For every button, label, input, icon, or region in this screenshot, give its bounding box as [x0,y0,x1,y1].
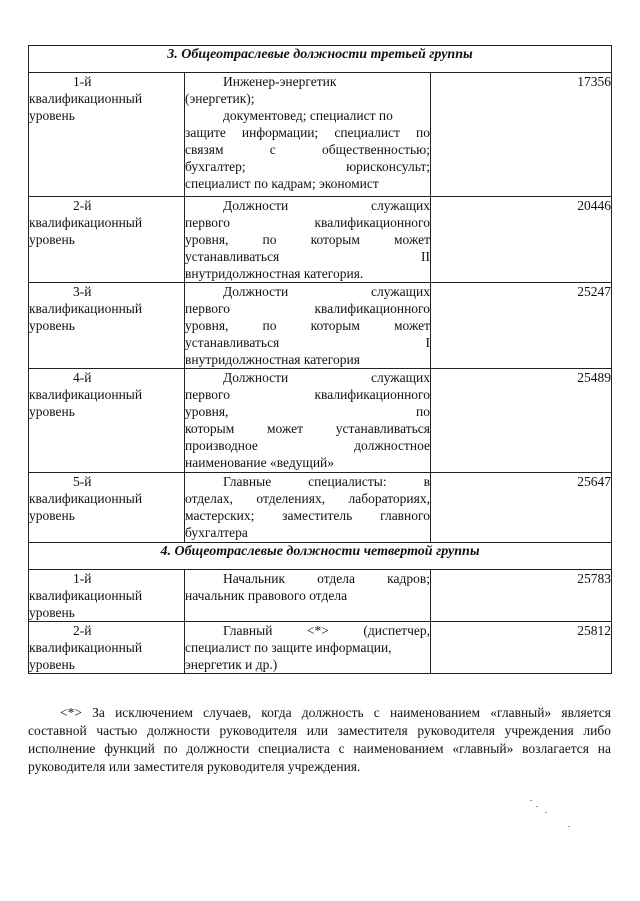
table-row [29,570,612,622]
level-word: квалификационный [29,387,143,402]
position-line: первого квалификационного [185,215,430,230]
position-line: устанавливаться I [185,335,430,350]
level-number: 2-й [73,198,92,213]
scan-speck [568,826,570,827]
level-word: уровень [29,232,75,247]
qualification-level [29,622,185,674]
table-row [29,622,612,674]
level-number: 1-й [73,74,92,89]
footnote: <*> За исключением случаев, когда должность с наименованием «главный» является составной частью должности руководителя или заместителя руководителя учреждения либо исполнение функций по должности специалиста с наименованием «главный» возлагается на руководителя или заместителя руководителя учреждения. [28,704,611,774]
scan-speck [536,806,538,807]
position-line: Главный <*> (диспетчер, [223,623,430,638]
salary-value: 20446 [431,197,612,283]
position-line: Должности служащих [223,284,430,299]
position-line: которым может устанавливаться [185,421,430,436]
section-header-row [29,46,612,73]
level-word: квалификационный [29,215,143,230]
table-row [29,73,612,197]
level-word: квалификационный [29,640,143,655]
positions-cell [185,197,431,283]
section-header-row [29,543,612,570]
salary-value: 17356 [431,73,612,197]
position-line: внутридолжностная категория [185,352,360,367]
salary-value: 25247 [431,283,612,369]
position-line: уровня, по которым может [185,232,430,247]
position-line: защите информации; специалист по [185,125,430,140]
position-line: энергетик и др.) [185,657,278,672]
level-word: квалификационный [29,491,143,506]
salary-value: 25489 [431,369,612,473]
position-line: Главные специалисты: в [223,474,430,489]
table-row [29,197,612,283]
positions-cell [185,369,431,473]
qualification-level [29,570,185,622]
qualification-level [29,73,185,197]
position-line: первого квалификационного [185,387,430,402]
level-number: 5-й [73,474,92,489]
salary-table [28,45,612,674]
qualification-level [29,473,185,543]
position-line: начальник правового отдела [185,588,348,603]
position-line: Инженер-энергетик [223,74,337,89]
level-number: 4-й [73,370,92,385]
position-line: уровня, по которым может [185,318,430,333]
qualification-level [29,369,185,473]
position-line: наименование «ведущий» [185,455,335,470]
level-word: квалификационный [29,301,143,316]
level-word: уровень [29,657,75,672]
scan-speck [545,812,547,813]
position-line: отделах, отделениях, лабораториях, [185,491,430,506]
salary-value: 25783 [431,570,612,622]
position-line: внутридолжностная категория. [185,266,364,281]
position-line: специалист по защите информации, [185,640,392,655]
positions-cell [185,283,431,369]
section-3-title: 3. Общеотраслевые должности третьей группы [29,46,612,73]
positions-cell [185,473,431,543]
position-line: связям с общественностью; [185,142,430,157]
position-line: первого квалификационного [185,301,430,316]
table-row [29,369,612,473]
position-line: документовед; специалист по [223,108,393,123]
level-word: уровень [29,605,75,620]
level-number: 1-й [73,571,92,586]
position-line: Должности служащих [223,198,430,213]
position-line: (энергетик); [185,91,255,106]
position-line: специалист по кадрам; экономист [185,176,379,191]
positions-cell [185,622,431,674]
level-word: уровень [29,404,75,419]
position-line: бухгалтера [185,525,248,540]
level-number: 3-й [73,284,92,299]
level-word: квалификационный [29,588,143,603]
level-word: квалификационный [29,91,143,106]
salary-value: 25812 [431,622,612,674]
qualification-level [29,197,185,283]
positions-cell [185,73,431,197]
table-row [29,473,612,543]
position-line: устанавливаться II [185,249,430,264]
position-line: производное должностное [185,438,430,453]
level-word: уровень [29,108,75,123]
section-4-title: 4. Общеотраслевые должности четвертой группы [29,543,612,570]
salary-value: 25647 [431,473,612,543]
position-line: мастерских; заместитель главного [185,508,430,523]
table-row [29,283,612,369]
positions-cell [185,570,431,622]
level-word: уровень [29,508,75,523]
scan-speck [530,800,532,801]
level-word: уровень [29,318,75,333]
qualification-level [29,283,185,369]
position-line: Должности служащих [223,370,430,385]
level-number: 2-й [73,623,92,638]
position-line: уровня, по [185,404,430,419]
position-line: Начальник отдела кадров; [223,571,430,586]
position-line: бухгалтер; юрисконсульт; [185,159,430,174]
